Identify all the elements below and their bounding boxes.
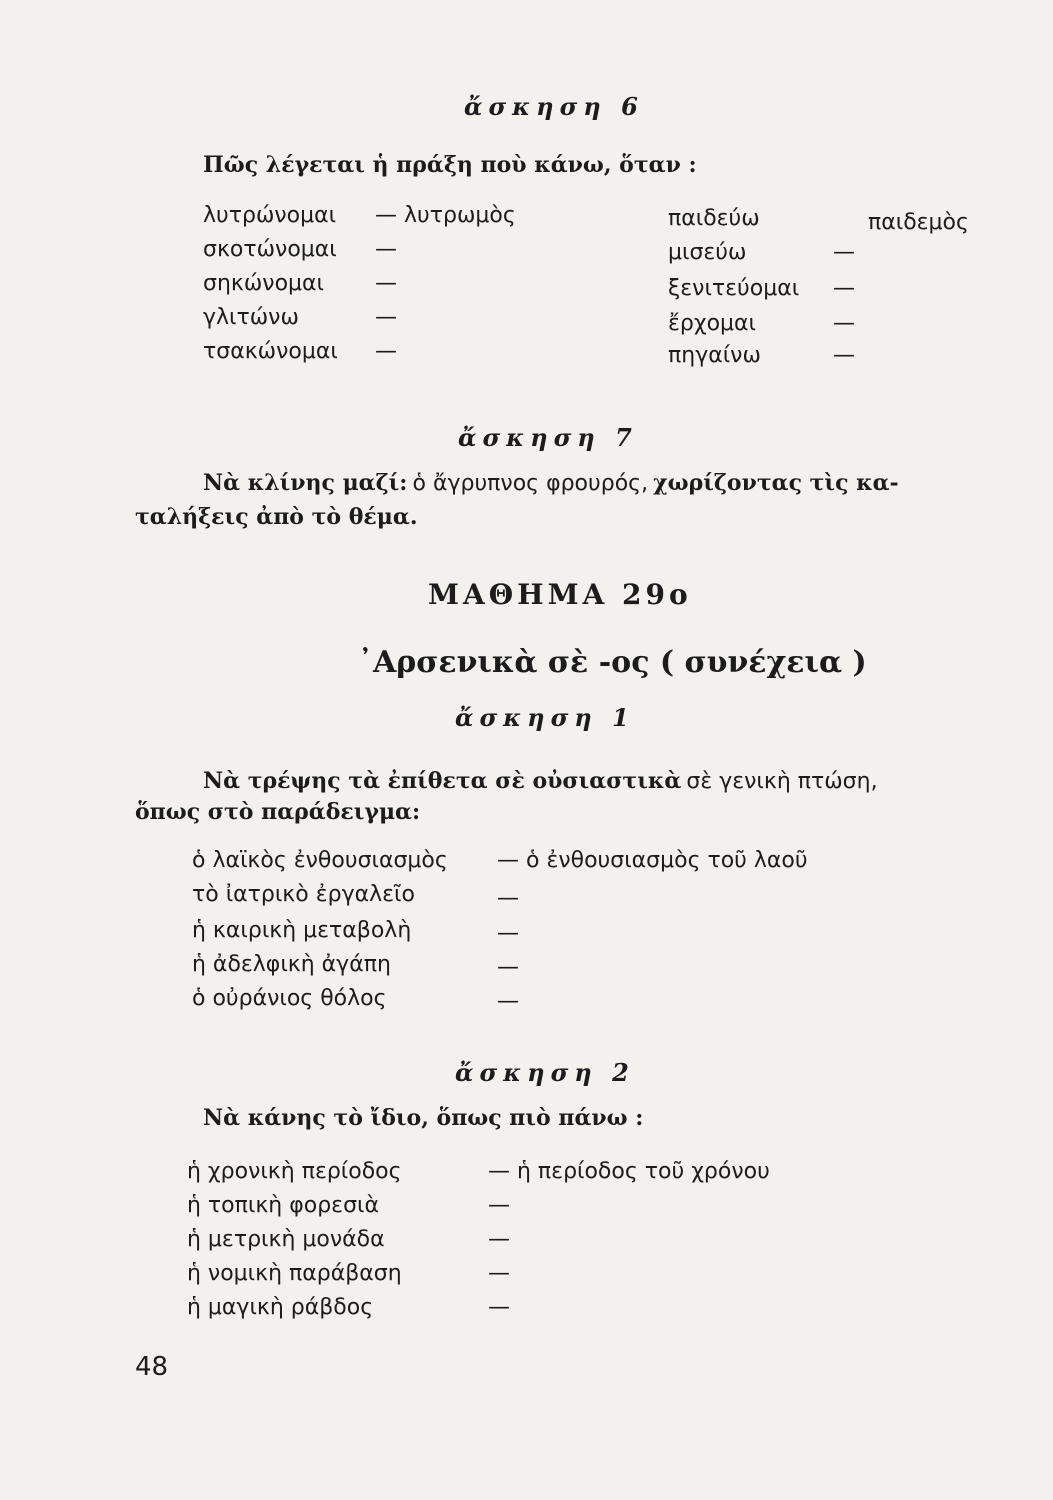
exercise-7-instruction-bold: Νὰ κλίνης μαζί: [203,470,408,496]
exercise-6-answer: — [375,237,397,262]
exercise-2-phrase: ἡ χρονικὴ περίοδος [187,1159,402,1184]
exercise-6-instruction: Πῶς λέγεται ἡ πράξη ποὺ κάνω, ὅταν : [203,152,697,178]
exercise-2-phrase: ἡ μαγικὴ ράβδος [187,1295,374,1320]
exercise-6-answer: — [833,343,855,368]
exercise-1-phrase: ὁ οὐράνιος θόλος [192,986,387,1011]
exercise-1-phrase: ἡ ἀδελφικὴ ἀγάπη [192,952,391,977]
exercise-6-answer: — λυτρωμὸς [375,203,516,228]
exercise-1-instruction-bold: Νὰ τρέψης τὰ ἐπίθετα σὲ οὐσιαστικὰ [203,768,682,794]
exercise-2-instruction: Νὰ κάνης τὸ ἴδιο, ὅπως πιὸ πάνω : [203,1105,644,1131]
exercise-6-heading: ἄσκηση 6 [464,92,644,121]
exercise-6-verb: ἔρχομαι [668,311,756,336]
exercise-6-answer: — [375,305,397,330]
exercise-6-answer: — [833,240,855,265]
exercise-1-answer: — [497,989,519,1014]
exercise-2-answer: — [488,1295,510,1320]
exercise-6-answer: — [833,276,855,301]
exercise-7-instruction-line2: ταλήξεις ἀπὸ τὸ θέμα. [135,504,418,530]
exercise-6-verb: γλιτώνω [203,305,299,330]
exercise-1-answer: — ὁ ἐνθουσιασμὸς τοῦ λαοῦ [497,848,808,873]
lesson-subtitle: ᾿Αρσενικὰ σὲ -ος ( συνέχεια ) [358,645,867,680]
exercise-6-answer: — [833,311,855,336]
exercise-6-verb: λυτρώνομαι [203,203,337,228]
exercise-7-phrase: ὁ ἄγρυπνος φρουρός, [412,471,649,496]
exercise-2-answer: — ἡ περίοδος τοῦ χρόνου [488,1159,770,1184]
exercise-6-answer: — [375,271,397,296]
exercise-1-answer: — [497,886,519,911]
exercise-2-answer: — [488,1193,510,1218]
lesson-title: ΜΑΘΗΜΑ 29ο [428,578,692,611]
exercise-1-answer: — [497,921,519,946]
exercise-1-instruction-line2: ὅπως στὸ παράδειγμα: [135,799,421,825]
exercise-1-heading: ἄσκηση 1 [455,703,635,732]
exercise-2-phrase: ἡ τοπικὴ φορεσιὰ [187,1193,379,1218]
exercise-1-phrase: τὸ ἰατρικὸ ἐργαλεῖο [192,882,415,907]
exercise-6-answer: παιδεμὸς [868,210,969,235]
exercise-2-phrase: ἡ μετρικὴ μονάδα [187,1227,385,1252]
exercise-6-verb: σηκώνομαι [203,271,324,296]
exercise-2-heading: ἄσκηση 2 [455,1058,635,1087]
exercise-2-answer: — [488,1261,510,1286]
exercise-2-answer: — [488,1227,510,1252]
exercise-1-instruction [203,768,878,794]
exercise-6-verb: πηγαίνω [668,343,761,368]
exercise-2-phrase: ἡ νομικὴ παράβαση [187,1261,402,1286]
exercise-1-phrase: ὁ λαϊκὸς ἐνθουσιασμὸς [192,848,448,873]
exercise-6-verb: ξενιτεύομαι [668,276,800,301]
exercise-1-answer: — [497,955,519,980]
exercise-6-verb: παιδεύω [668,206,760,231]
exercise-7-instruction-rest: χωρίζοντας τὶς κα- [653,470,899,496]
exercise-6-verb: τσακώνομαι [203,339,338,364]
exercise-6-verb: μισεύω [668,240,747,265]
page-number: 48 [135,1352,169,1382]
exercise-1-phrase: ἡ καιρικὴ μεταβολὴ [192,918,412,943]
exercise-6-answer: — [375,339,397,364]
exercise-6-verb: σκοτώνομαι [203,237,337,262]
exercise-7-heading: ἄσκηση 7 [458,423,638,452]
exercise-1-instruction-rest: σὲ γενικὴ πτώση, [686,769,878,794]
exercise-7-instruction [203,470,899,496]
